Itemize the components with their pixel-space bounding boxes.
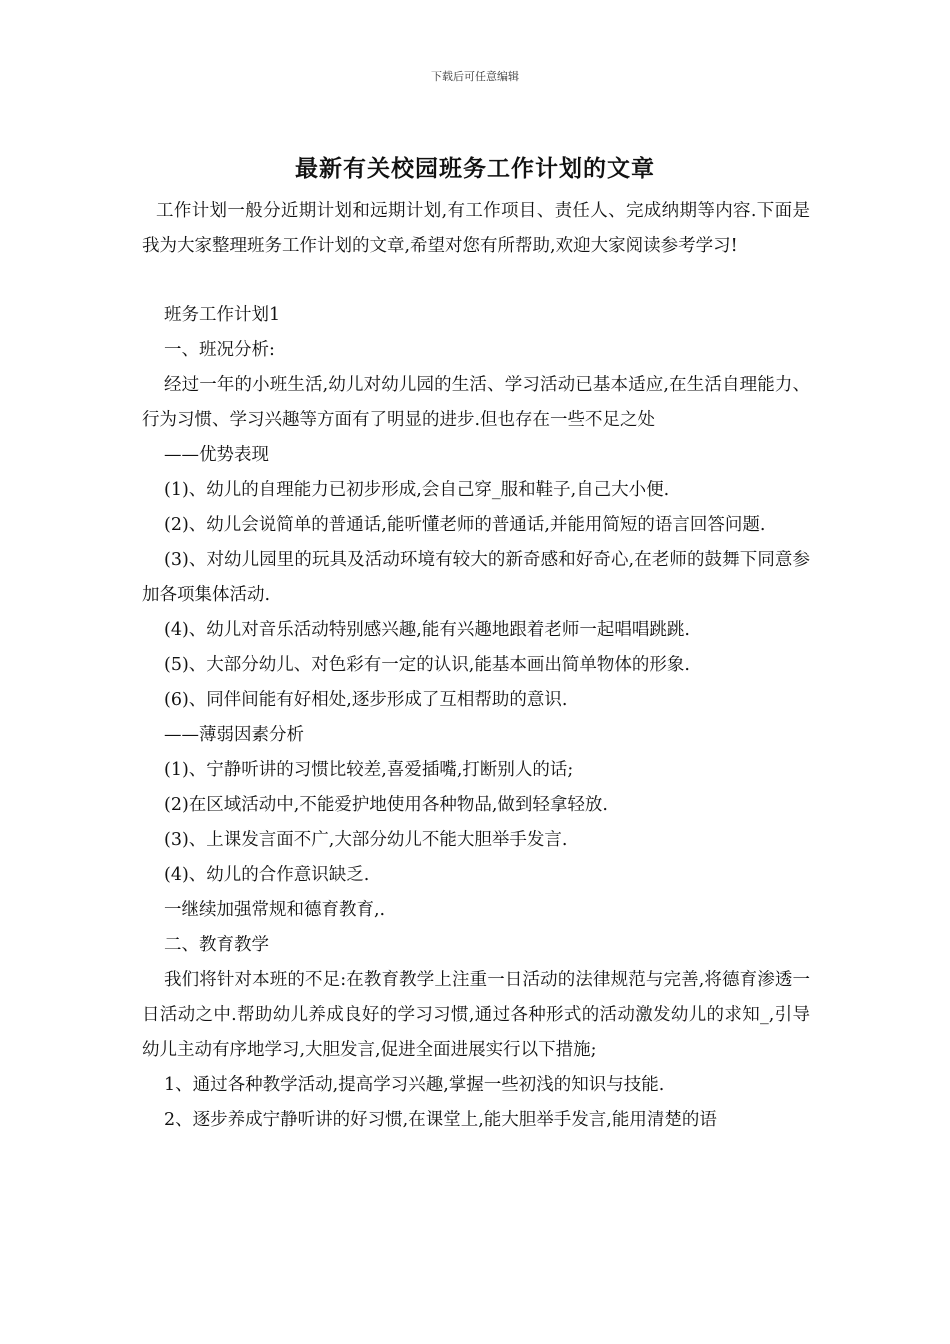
list-item: (5)、大部分幼儿、对色彩有一定的认识,能基本画出简单物体的形象.	[164, 655, 690, 675]
subsection-heading: 二、教育教学	[164, 935, 269, 955]
paragraph: 经过一年的小班生活,幼儿对幼儿园的生活、学习活动已基本适应,在生活自理能力、行为习惯、学习兴趣等方面有了明显的进步.但也存在一些不足之处	[142, 375, 810, 430]
list-item: (1)、宁静听讲的习惯比较差,喜爱插嘴,打断别人的话;	[164, 760, 574, 780]
list-heading: ——优势表现	[164, 445, 269, 465]
intro-paragraph: 工作计划一般分近期计划和远期计划,有工作项目、责任人、完成纳期等内容.下面是我为大家整理班务工作计划的文章,希望对您有所帮助,欢迎大家阅读参考学习!	[142, 201, 810, 256]
list-item: (2)在区域活动中,不能爱护地使用各种物品,做到轻拿轻放.	[164, 795, 608, 815]
page-header: 下载后可任意编辑	[431, 70, 519, 83]
list-item: (6)、同伴间能有好相处,逐步形成了互相帮助的意识.	[164, 690, 568, 710]
list-item: (3)、上课发言面不广,大部分幼儿不能大胆举手发言.	[164, 830, 568, 850]
list-item: (3)、对幼儿园里的玩具及活动环境有较大的新奇感和好奇心,在老师的鼓舞下同意参加各项集体活动.	[142, 550, 810, 605]
list-item: (4)、幼儿的合作意识缺乏.	[164, 865, 370, 885]
list-item: (1)、幼儿的自理能力已初步形成,会自己穿_服和鞋子,自己大小便.	[164, 480, 670, 500]
list-item: 1、通过各种教学活动,提高学习兴趣,掌握一些初浅的知识与技能.	[164, 1075, 665, 1095]
paragraph: 我们将针对本班的不足:在教育教学上注重一日活动的法律规范与完善,将德育渗透一日活动之中.帮助幼儿养成良好的学习习惯,通过各种形式的活动激发幼儿的求知_,引导幼儿主动有序地学习,大胆发言,促进全面进展实行以下措施;	[142, 970, 810, 1060]
list-item: (4)、幼儿对音乐活动特别感兴趣,能有兴趣地跟着老师一起唱唱跳跳.	[164, 620, 690, 640]
list-heading: ——薄弱因素分析	[164, 725, 304, 745]
paragraph: 一继续加强常规和德育教育,.	[164, 900, 386, 920]
list-item: (2)、幼儿会说简单的普通话,能听懂老师的普通话,并能用简短的语言回答问题.	[164, 515, 766, 535]
document-title: 最新有关校园班务工作计划的文章	[295, 155, 655, 182]
section-gap	[142, 264, 810, 298]
list-item: 2、逐步养成宁静听讲的好习惯,在课堂上,能大胆举手发言,能用清楚的语	[164, 1110, 717, 1130]
document-body	[142, 194, 810, 1138]
section-heading: 班务工作计划1	[164, 305, 281, 325]
subsection-heading: 一、班况分析:	[164, 340, 275, 360]
